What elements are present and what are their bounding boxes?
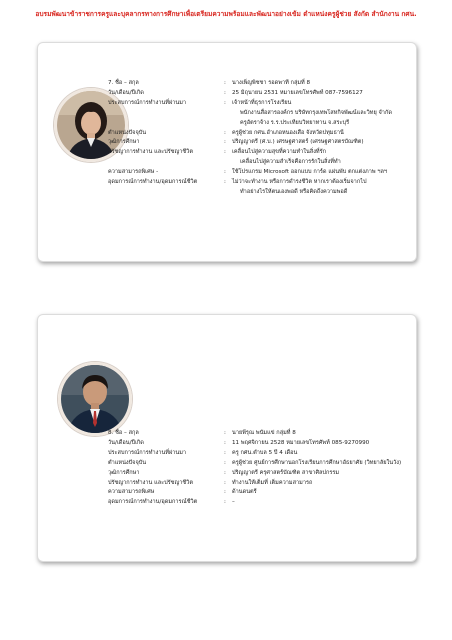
field-colon: : xyxy=(224,139,226,146)
field-value: ใช้โปรแกรม Microsoft ออกแบบ การ์ด แผ่นพับ ตกแต่งภาพ ฯลฯ xyxy=(232,169,388,176)
field-value: เจ้าหน้าที่ธุรการโรงเรียน xyxy=(232,99,292,106)
field-label: อุดมการณ์การทำงาน/อุดมการณ์ชีวิต xyxy=(108,179,198,186)
detail-row-continued xyxy=(108,188,412,198)
detail-row xyxy=(108,469,412,479)
field-colon: : xyxy=(224,169,226,176)
field-value: – xyxy=(232,499,235,506)
field-label xyxy=(108,158,224,168)
field-colon: : xyxy=(224,80,226,86)
detail-row xyxy=(108,488,412,498)
field-colon: : xyxy=(224,489,226,496)
field-label: ตำแหน่งปัจจุบัน xyxy=(108,129,147,136)
field-value: ปริญญาตรี ครุศาสตร์บัณฑิต สาขาศิลปกรรม xyxy=(232,469,340,476)
field-label xyxy=(108,109,224,119)
field-label: วัน/เดือน/ปีเกิด xyxy=(108,89,144,96)
field-colon: : xyxy=(224,430,226,436)
field-label: 7. ชื่อ – สกุล xyxy=(108,80,139,86)
field-label: วุฒิการศึกษา xyxy=(108,139,140,146)
profile-card-8 xyxy=(37,314,417,562)
field-label: ประสบการณ์การทำงานที่ผ่านมา xyxy=(108,99,187,106)
field-value: ทำงานให้เต็มที่ เต็มความสามารถ xyxy=(232,479,313,486)
field-value: นางเพ็ญพิชชา รอดพาที กลุ่มที่ 8 xyxy=(232,80,311,86)
field-label: วัน/เดือน/ปีเกิด xyxy=(108,439,144,446)
field-value: ครูผู้ช่วย ศูนย์การศึกษานอกโรงเรียนการศึกษาอัธยาศัย (วิทยาลัยในวัง) xyxy=(232,459,402,466)
detail-row xyxy=(108,168,412,178)
field-label: ความสามารถพิเศษ - xyxy=(108,169,159,176)
field-label xyxy=(108,119,224,129)
field-value: 25 มิถุนายน 2531 หมายเลขโทรศัพท์ 087-7596127 xyxy=(232,89,363,96)
detail-row xyxy=(108,89,412,99)
field-colon: : xyxy=(224,179,226,186)
field-colon xyxy=(224,109,232,119)
field-colon: : xyxy=(224,479,226,486)
field-label: ประสบการณ์การทำงานที่ผ่านมา xyxy=(108,449,187,456)
field-value: ด้านดนตรี xyxy=(232,489,257,496)
field-colon: : xyxy=(224,469,226,476)
detail-row xyxy=(108,439,412,449)
field-colon: : xyxy=(224,99,226,106)
profile-details xyxy=(108,429,412,508)
detail-row xyxy=(108,79,412,89)
field-label: อุดมการณ์การทำงาน/อุดมการณ์ชีวิต xyxy=(108,499,198,506)
detail-row-continued xyxy=(108,109,412,119)
profile-card-7 xyxy=(37,42,417,262)
field-colon: : xyxy=(224,89,226,96)
field-label: วุฒิการศึกษา xyxy=(108,469,140,476)
field-value: นายพีรุณ พนัมแข่ กลุ่มที่ 8 xyxy=(232,430,296,436)
field-colon: : xyxy=(224,499,226,506)
detail-row xyxy=(108,429,412,439)
field-value: ไม่ว่าจะทำงาน หรือการดำรงชีวิต หากเราต้องเริ่มจากไป xyxy=(232,179,367,186)
detail-row xyxy=(108,459,412,469)
detail-row xyxy=(108,99,412,109)
detail-row-continued xyxy=(108,158,412,168)
field-value: ทำอย่างไรให้ตนเองพอดี หรือคิดถึงความพอดี xyxy=(240,188,348,195)
profile-details xyxy=(108,79,412,198)
field-value: ครูผู้ช่วย กศน.อำเภอหนองเสือ จังหวัดปทุมธานี xyxy=(232,129,344,136)
field-colon xyxy=(224,158,232,168)
field-label: 8. ชื่อ – สกุล xyxy=(108,430,139,436)
detail-row xyxy=(108,178,412,188)
detail-row xyxy=(108,479,412,489)
field-colon: : xyxy=(224,449,226,456)
field-value: ครูอัตราจ้าง ร.ร.ประเทียบวิทยาทาน จ.สระบุรี xyxy=(240,119,350,126)
detail-row xyxy=(108,148,412,158)
field-label xyxy=(108,188,224,198)
field-colon: : xyxy=(224,439,226,446)
field-value: เคลื่อนไปสู่ความสำเร็จคือการรักในสิ่งที่ทำ xyxy=(240,159,341,166)
field-colon: : xyxy=(224,459,226,466)
field-colon xyxy=(224,119,232,129)
field-value: เคลื่อนไปสู่ความสุขที่ความทำในสิ่งที่รัก xyxy=(232,149,326,156)
field-label: ปรัชญาการทำงาน และปรัชญาชีวิต xyxy=(108,149,193,156)
field-value: ปริญญาตรี (ศ.บ.) เศรษฐศาสตร์ (เศรษฐศาสตรบัณฑิต) xyxy=(232,139,364,146)
field-label: ความสามารถพิเศษ xyxy=(108,489,155,496)
detail-row-continued xyxy=(108,119,412,129)
field-value: ครู กศน.ตำบล 5 ปี 4 เดือน xyxy=(232,449,298,456)
detail-row xyxy=(108,449,412,459)
profile-photo xyxy=(58,362,132,436)
field-colon: : xyxy=(224,149,226,156)
page-title: อบรมพัฒนาข้าราชการครูและบุคลากรทางการศึกษาเพื่อเตรียมความพร้อมและพัฒนาอย่างเข้ม ตำแหน่งครูผู้ช่วย สังกัด สำนักงาน กศน. xyxy=(35,10,417,18)
field-value: 11 พฤศจิกายน 2528 หมายเลขโทรศัพท์ 085-9270990 xyxy=(232,439,370,446)
detail-row xyxy=(108,129,412,139)
detail-row xyxy=(108,138,412,148)
field-colon xyxy=(224,188,232,198)
field-label: ตำแหน่งปัจจุบัน xyxy=(108,459,147,466)
field-label: ปรัชญาการทำงาน และปรัชญาชีวิต xyxy=(108,479,193,486)
detail-row xyxy=(108,498,412,508)
field-colon: : xyxy=(224,129,226,136)
field-value: พนักงานสื่อสารองค์กร บริษัทกรุงเทพโสหกิจพัฒน์และวิทยุ จำกัด xyxy=(240,109,392,116)
